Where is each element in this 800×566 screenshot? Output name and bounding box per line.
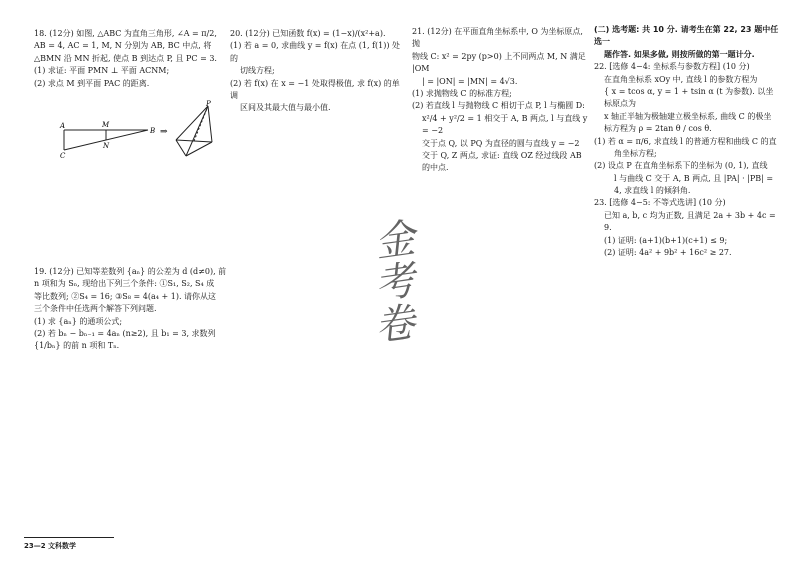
q18-line: 18. (12分) 如图, △ABC 为直角三角形, ∠A = π/2, <box>34 29 217 38</box>
folded-figure <box>176 106 212 156</box>
q22-line: 在直角坐标系 xOy 中, 直线 l 的参数方程为 <box>604 74 758 84</box>
q18-line: △BMN 沿 MN 折起, 使点 B 到达点 P, 且 PC = 3. <box>34 53 217 63</box>
q22-line: 角坐标方程; <box>614 148 657 158</box>
question-19 <box>34 266 230 353</box>
q22-line: (2) 设点 P 在直角坐标系下的坐标为 (0, 1), 直线 <box>594 161 768 171</box>
label-B: B <box>150 127 156 135</box>
q19-line: 等比数列; ②S₄ = 16; ③S₈ = 4(a₄ + 1). 请你从这 <box>34 291 217 301</box>
q20-line: 区间及其最大值与最小值. <box>240 103 331 113</box>
q20-line: 20. (12分) 已知函数 f(x) = (1−x)/(x²+a). <box>230 29 386 38</box>
page-footer: 23—2 文科数学 <box>24 542 77 551</box>
watermark-char: 金 <box>371 215 419 267</box>
label-A: A <box>60 122 66 130</box>
q22-line: 标方程为 ρ = 2tan θ / cos θ. <box>604 124 712 134</box>
q21-line: 物线 C: x² = 2py (p>0) 上不同两点 M, N 满足 |OM <box>412 51 586 74</box>
question-22 <box>594 61 780 197</box>
q23-line: (2) 证明: 4a² + 9b² + 16c² ≥ 27. <box>604 248 732 258</box>
watermark-char: 考 <box>371 257 419 309</box>
q18-line: (2) 求点 M 到平面 PAC 的距离. <box>34 78 150 88</box>
q23-line: 已知 a, b, c 均为正数, 且满足 2a + 3b + 4c = 9. <box>604 210 776 233</box>
q20-line: 切线方程; <box>240 66 275 76</box>
optional-header-line: (二) 选考题: 共 10 分. 请考生在第 22, 23 题中任选一 <box>594 25 779 47</box>
question-23 <box>594 197 780 259</box>
q20-line: (1) 若 a = 0, 求曲线 y = f(x) 在点 (1, f(1)) 处的 <box>230 41 401 63</box>
arrow-glyph: ⇒ <box>160 127 168 137</box>
q18-figure <box>56 100 226 166</box>
q21-line: 的中点. <box>422 163 449 173</box>
question-18 <box>34 28 230 90</box>
q23-line: (1) 证明: (a+1)(b+1)(c+1) ≤ 9; <box>604 235 728 245</box>
q19-line: n 项和为 Sₙ, 现给出下列三个条件: ①S₁, S₂, S₄ 成 <box>34 279 215 289</box>
q18-line: AB = 4, AC = 1, M, N 分别为 AB, BC 中点, 将 <box>34 41 212 51</box>
q23-line: 23. [选修 4−5: 不等式选讲] (10 分) <box>594 198 726 208</box>
q20-line: (2) 若 f(x) 在 x = −1 处取得极值, 求 f(x) 的单调 <box>230 78 400 100</box>
optional-header-line: 题作答. 如果多做, 则按所做的第一题计分. <box>604 49 755 59</box>
q22-line: { x = tcos α, y = 1 + tsin α (t 为参数). 以坐标原点为 <box>604 86 774 109</box>
footer-divider <box>24 537 114 538</box>
optional-section <box>594 24 780 259</box>
watermark-stamp <box>360 215 430 351</box>
q18-line: (1) 求证: 平面 PMN ⊥ 平面 ACNM; <box>34 66 170 76</box>
q19-line: {1/bₙ} 的前 n 项和 Tₙ. <box>34 341 120 351</box>
label-M: M <box>102 121 110 129</box>
q22-line: (1) 若 α = π/6, 求直线 l 的普通方程和曲线 C 的直 <box>594 136 777 146</box>
watermark-char: 卷 <box>371 299 419 351</box>
q21-line: 交于 Q, Z 两点, 求证: 直线 OZ 经过线段 AB <box>422 150 582 160</box>
q21-line: (1) 求抛物线 C 的标准方程; <box>412 88 512 98</box>
q21-line: 交于点 Q, 以 PQ 为直径的圆与直线 y = −2 <box>422 138 580 148</box>
q21-line: (2) 若直线 l 与抛物线 C 相切于点 P, l 与椭圆 D: <box>412 101 585 111</box>
q21-line: | = |ON| = |MN| = 4√3. <box>422 76 518 86</box>
label-C: C <box>60 152 66 160</box>
q19-line: (2) 若 bₙ − bₙ₋₁ = 4aₙ (n≥2), 且 b₁ = 3, 求数列 <box>34 328 216 338</box>
label-N: N <box>103 142 110 150</box>
q22-line: 4, 求直线 l 的倾斜角. <box>614 186 691 196</box>
q21-line: 21. (12分) 在平面直角坐标系中, O 为坐标原点, 抛 <box>412 27 583 49</box>
q22-line: 22. [选修 4−4: 坐标系与参数方程] (10 分) <box>594 62 750 72</box>
q22-line: l 与曲线 C 交于 A, B 两点, 且 |PA| · |PB| = <box>614 173 774 183</box>
q19-line: (1) 求 {aₙ} 的通项公式; <box>34 316 123 326</box>
question-21 <box>412 26 590 175</box>
question-20 <box>230 28 402 115</box>
q19-line: 三个条件中任选两个解答下列问题. <box>34 304 157 314</box>
q19-line: 19. (12分) 已知等差数列 {aₙ} 的公差为 d (d≠0), 前 <box>34 267 227 276</box>
q22-line: x 轴正半轴为极轴建立极坐标系, 曲线 C 的极坐 <box>604 111 772 121</box>
label-P: P <box>206 100 211 108</box>
q21-line: x²/4 + y²/2 = 1 相交于 A, B 两点, l 与直线 y = −2 <box>422 113 588 136</box>
